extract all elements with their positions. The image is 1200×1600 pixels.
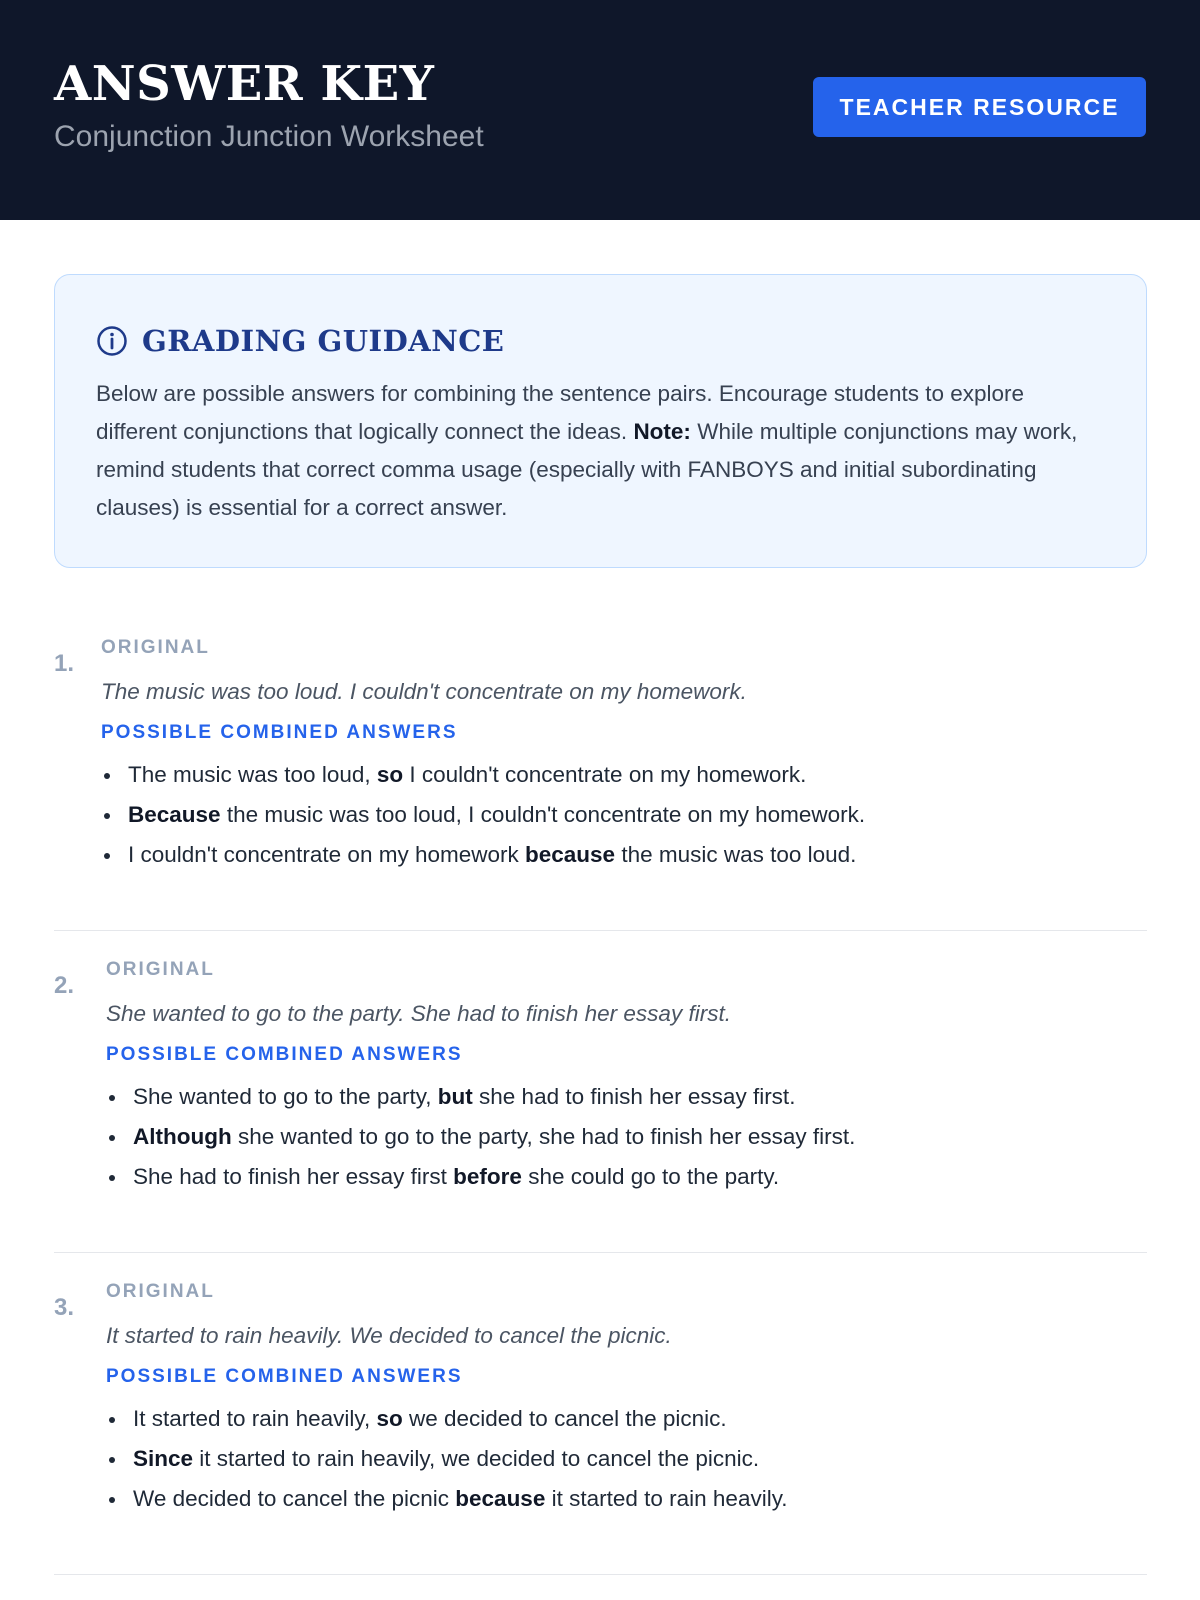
original-sentences: She wanted to go to the party. She had to finish her essay first.: [106, 1001, 731, 1026]
conjunction: Since: [133, 1446, 194, 1471]
answer-list-item: [101, 760, 865, 800]
answer-text-before: The music was too loud,: [128, 762, 377, 787]
guidance-header: [96, 321, 1106, 361]
header: [0, 0, 1200, 220]
answer-text-before: We decided to cancel the picnic: [133, 1486, 456, 1511]
answers-label: POSSIBLE COMBINED ANSWERS: [101, 722, 458, 743]
item-number: 2.: [54, 972, 75, 999]
conjunction: but: [437, 1084, 473, 1109]
answers-label: POSSIBLE COMBINED ANSWERS: [106, 1044, 463, 1065]
answer-text-after: I couldn't concentrate on my homework.: [403, 762, 807, 787]
conjunction: Because: [128, 802, 221, 827]
grading-guidance-box: [54, 274, 1147, 568]
answer-text-after: she could go to the party.: [521, 1164, 780, 1189]
answer-item: [54, 1280, 1147, 1575]
answer-list-item: [106, 1444, 788, 1484]
guidance-text-before: Below are possible answers for combining the sentence pairs. Encourage students to explore different conjunctions that logically connect the ideas.: [96, 381, 1025, 444]
answer-item: [54, 636, 1147, 931]
conjunction: before: [453, 1164, 522, 1189]
item-body: [106, 1280, 788, 1524]
answer-list-item: [106, 1122, 855, 1162]
item-body: [106, 958, 855, 1202]
answer-text-after: we decided to cancel the picnic.: [402, 1406, 727, 1431]
answer-list-item: [106, 1162, 855, 1202]
answer-text-after: she had to finish her essay first.: [472, 1084, 796, 1109]
original-label: ORIGINAL: [106, 959, 215, 980]
page-title: ANSWER KEY: [54, 56, 435, 112]
answer-text-after: it started to rain heavily, we decided to cancel the picnic.: [193, 1446, 760, 1471]
guidance-note-label: Note:: [633, 419, 691, 444]
answers-label: POSSIBLE COMBINED ANSWERS: [106, 1366, 463, 1387]
info-icon: [96, 325, 128, 357]
answer-text-before: She had to finish her essay first: [133, 1164, 454, 1189]
answers-list: [106, 1082, 855, 1202]
original-sentences: It started to rain heavily. We decided to cancel the picnic.: [106, 1323, 672, 1348]
answer-list-item: [101, 800, 865, 840]
answer-list-item: [106, 1082, 855, 1122]
answer-text-before: I couldn't concentrate on my homework: [128, 842, 525, 867]
guidance-text-after: While multiple conjunctions may work, remind students that correct comma usage (especially with FANBOYS and initial subordinating clauses) is essential for a correct answer.: [96, 419, 1078, 520]
answers-list: [101, 760, 865, 880]
answer-list-item: [106, 1404, 788, 1444]
conjunction: because: [525, 842, 616, 867]
answer-item: [54, 958, 1147, 1253]
answer-text-before: She wanted to go to the party,: [133, 1084, 438, 1109]
answer-text-before: It started to rain heavily,: [133, 1406, 377, 1431]
conjunction: so: [376, 762, 404, 787]
answer-list-item: [106, 1484, 788, 1524]
conjunction: because: [455, 1486, 546, 1511]
answers-list: [106, 1404, 788, 1524]
guidance-title: GRADING GUIDANCE: [142, 324, 505, 358]
teacher-resource-badge: TEACHER RESOURCE: [813, 77, 1146, 137]
answer-list-item: [101, 840, 865, 880]
answer-text-after: the music was too loud.: [615, 842, 857, 867]
answer-text-after: she wanted to go to the party, she had to finish her essay first.: [231, 1124, 856, 1149]
page-subtitle: Conjunction Junction Worksheet: [54, 120, 484, 153]
conjunction: Although: [133, 1124, 232, 1149]
item-number: 1.: [54, 650, 75, 677]
answer-text-after: it started to rain heavily.: [545, 1486, 788, 1511]
original-label: ORIGINAL: [106, 1281, 215, 1302]
original-sentences: The music was too loud. I couldn't concentrate on my homework.: [101, 679, 747, 704]
original-label: ORIGINAL: [101, 637, 210, 658]
guidance-text: [96, 375, 1106, 527]
item-number: 3.: [54, 1294, 75, 1321]
conjunction: so: [376, 1406, 403, 1431]
item-body: [101, 636, 865, 880]
answer-text-after: the music was too loud, I couldn't concentrate on my homework.: [220, 802, 866, 827]
